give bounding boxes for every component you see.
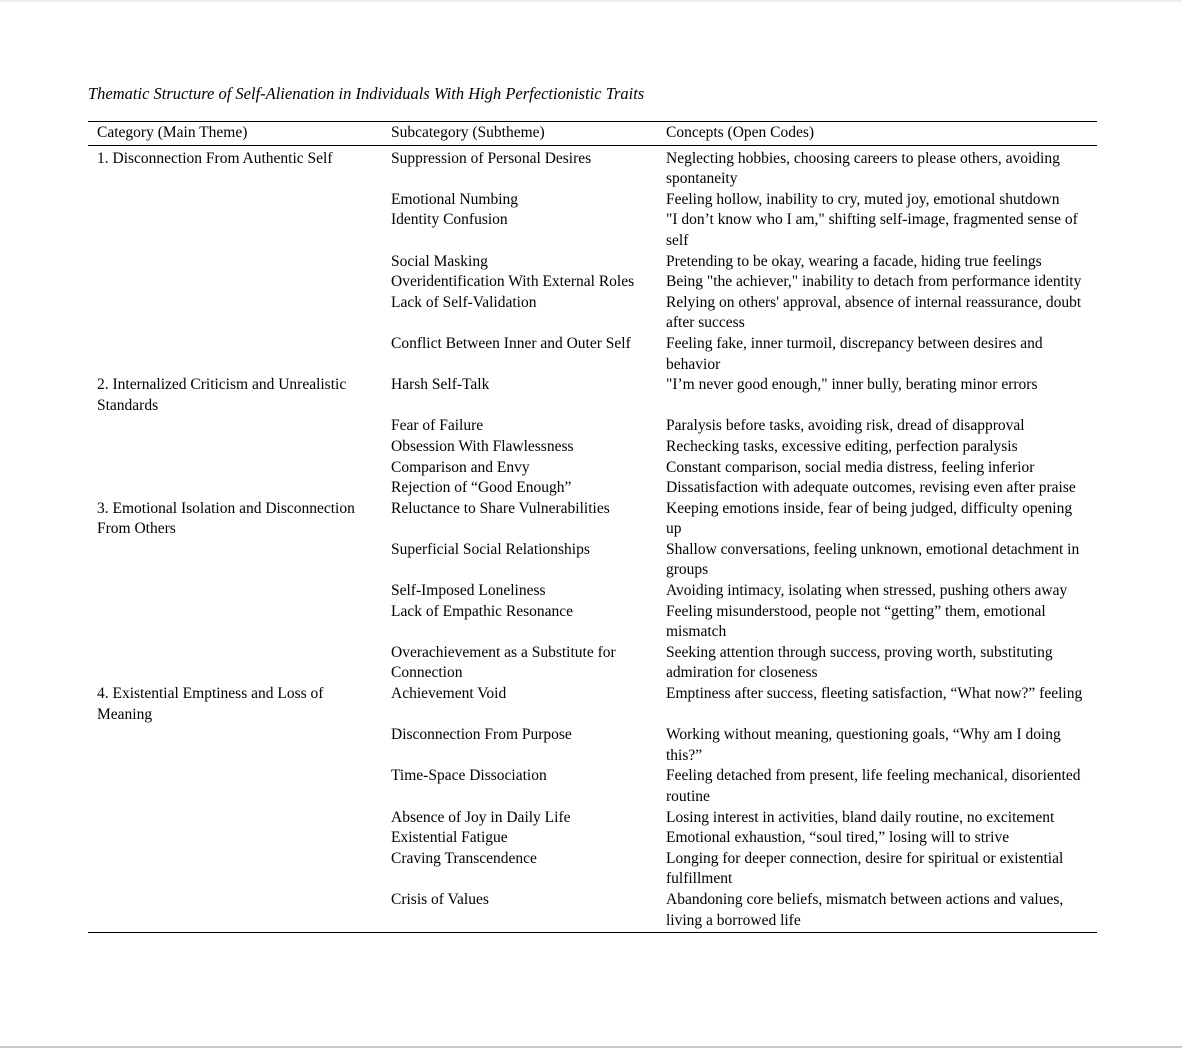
category-cell [88, 437, 390, 458]
subcategory-cell: Achievement Void [391, 685, 507, 703]
table-row [88, 375, 1097, 416]
table-row [88, 540, 1097, 581]
concepts-cell: Feeling detached from present, life feeling mechanical, disoriented routine [666, 767, 1081, 805]
subcategory-cell: Disconnection From Purpose [391, 726, 572, 744]
subcategory-cell: Reluctance to Share Vulnerabilities [391, 499, 610, 517]
table-row [88, 478, 1097, 499]
header-subcategory: Subcategory (Subtheme) [390, 122, 665, 146]
category-cell [88, 890, 390, 933]
table-row [88, 416, 1097, 437]
header-concepts: Concepts (Open Codes) [665, 122, 1097, 146]
category-cell [88, 416, 390, 437]
subcategory-cell: Comparison and Envy [391, 458, 530, 476]
category-cell [88, 808, 390, 829]
category-cell [88, 458, 390, 479]
concepts-cell: "I’m never good enough," inner bully, berating minor errors [666, 376, 1038, 394]
document-page [88, 84, 1097, 933]
table-row [88, 272, 1097, 293]
table-row [88, 890, 1097, 933]
concepts-cell: Longing for deeper connection, desire for spiritual or existential fulfillment [666, 849, 1064, 888]
concepts-cell: Being "the achiever," inability to detach from performance identity [666, 273, 1082, 291]
subcategory-cell: Fear of Failure [391, 417, 484, 435]
concepts-cell: Neglecting hobbies, choosing careers to please others, avoiding spontaneity [666, 149, 1060, 188]
table-body [88, 145, 1097, 933]
category-cell [88, 334, 390, 375]
table-row [88, 602, 1097, 643]
concepts-cell: Feeling fake, inner turmoil, discrepancy between desires and behavior [666, 334, 1043, 373]
concepts-cell: Shallow conversations, feeling unknown, emotional detachment in groups [666, 540, 1080, 579]
table-row [88, 210, 1097, 251]
concepts-cell: Losing interest in activities, bland daily routine, no excitement [666, 808, 1055, 826]
table-row [88, 828, 1097, 849]
subcategory-cell: Harsh Self-Talk [391, 376, 490, 394]
subcategory-cell: Overachievement as a Substitute for Connection [391, 643, 616, 682]
concepts-cell: Keeping emotions inside, fear of being judged, difficulty opening up [666, 499, 1073, 538]
category-cell [88, 581, 390, 602]
subcategory-cell: Absence of Joy in Daily Life [391, 808, 571, 826]
table-row [88, 725, 1097, 766]
subcategory-cell: Conflict Between Inner and Outer Self [391, 334, 631, 352]
category-cell [88, 190, 390, 211]
table-row [88, 252, 1097, 273]
category-cell [88, 849, 390, 890]
category-cell [88, 828, 390, 849]
concepts-cell: Working without meaning, questioning goals, “Why am I doing this?” [666, 726, 1061, 764]
table-row [88, 334, 1097, 375]
table-row [88, 499, 1097, 540]
table-row [88, 581, 1097, 602]
table-row [88, 145, 1097, 190]
concepts-cell: Rechecking tasks, excessive editing, perfection paralysis [666, 437, 1018, 455]
concepts-cell: Dissatisfaction with adequate outcomes, revising even after praise [666, 479, 1076, 497]
table-title: Thematic Structure of Self-Alienation in Individuals With High Perfectionistic Traits [88, 84, 645, 103]
subcategory-cell: Obsession With Flawlessness [391, 437, 574, 455]
category-cell: 2. Internalized Criticism and Unrealistic Standards [97, 376, 347, 414]
table-row [88, 766, 1097, 807]
subcategory-cell: Existential Fatigue [391, 829, 508, 847]
table-row [88, 437, 1097, 458]
subcategory-cell: Social Masking [391, 252, 488, 270]
table-row [88, 458, 1097, 479]
subcategory-cell: Suppression of Personal Desires [391, 149, 592, 167]
subcategory-cell: Emotional Numbing [391, 190, 519, 208]
concepts-cell: Seeking attention through success, proving worth, substituting admiration for closeness [666, 643, 1053, 682]
table-header-row [88, 122, 1097, 146]
subcategory-cell: Overidentification With External Roles [391, 273, 635, 291]
category-cell [88, 540, 390, 581]
concepts-cell: Emotional exhaustion, “soul tired,” losing will to strive [666, 829, 1010, 847]
concepts-cell: "I don’t know who I am," shifting self-image, fragmented sense of self [666, 211, 1078, 249]
subcategory-cell: Rejection of “Good Enough” [391, 479, 572, 497]
category-cell: 4. Existential Emptiness and Loss of Meaning [97, 685, 324, 723]
table-row [88, 293, 1097, 334]
table-row [88, 190, 1097, 211]
category-cell [88, 252, 390, 273]
concepts-cell: Avoiding intimacy, isolating when stressed, pushing others away [666, 582, 1068, 600]
concepts-cell: Constant comparison, social media distress, feeling inferior [666, 458, 1035, 476]
category-cell: 1. Disconnection From Authentic Self [97, 149, 333, 167]
category-cell [88, 293, 390, 334]
category-cell [88, 643, 390, 684]
header-category: Category (Main Theme) [88, 122, 390, 146]
concepts-cell: Paralysis before tasks, avoiding risk, dread of disapproval [666, 417, 1025, 435]
subcategory-cell: Lack of Empathic Resonance [391, 602, 574, 620]
concepts-cell: Feeling hollow, inability to cry, muted joy, emotional shutdown [666, 190, 1060, 208]
concepts-cell: Feeling misunderstood, people not “getting” them, emotional mismatch [666, 602, 1046, 641]
concepts-cell: Relying on others' approval, absence of internal reassurance, doubt after success [666, 293, 1082, 332]
subcategory-cell: Superficial Social Relationships [391, 540, 590, 558]
subcategory-cell: Craving Transcendence [391, 849, 537, 867]
subcategory-cell: Time-Space Dissociation [391, 767, 547, 785]
window-top-edge [0, 0, 1182, 3]
table-row [88, 684, 1097, 725]
category-cell [88, 478, 390, 499]
subcategory-cell: Self-Imposed Loneliness [391, 582, 546, 600]
category-cell [88, 602, 390, 643]
window-bottom-edge [0, 1046, 1182, 1048]
table-row [88, 849, 1097, 890]
concepts-cell: Emptiness after success, fleeting satisfaction, “What now?” feeling [666, 685, 1083, 703]
category-cell [88, 725, 390, 766]
table-row [88, 808, 1097, 829]
concepts-cell: Pretending to be okay, wearing a facade, hiding true feelings [666, 252, 1042, 270]
subcategory-cell: Lack of Self-Validation [391, 293, 537, 311]
themes-table [88, 121, 1097, 933]
category-cell: 3. Emotional Isolation and Disconnection From Others [97, 499, 355, 538]
concepts-cell: Abandoning core beliefs, mismatch between actions and values, living a borrowed life [666, 890, 1064, 929]
table-row [88, 643, 1097, 684]
category-cell [88, 272, 390, 293]
category-cell [88, 766, 390, 807]
subcategory-cell: Identity Confusion [391, 211, 508, 229]
subcategory-cell: Crisis of Values [391, 890, 489, 908]
category-cell [88, 210, 390, 251]
